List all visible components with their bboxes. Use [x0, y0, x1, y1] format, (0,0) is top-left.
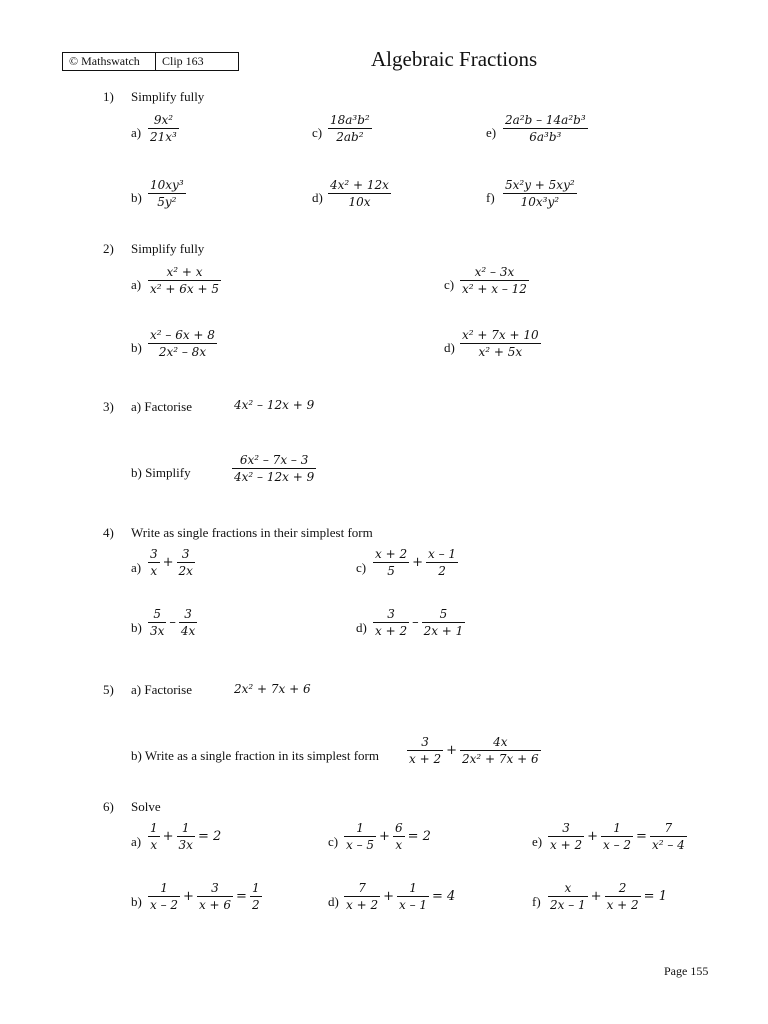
- page-number: Page 155: [664, 964, 709, 978]
- q2c-fraction: $\frac{\text{x² – 3x}}{\text{x² + x – 12}}$: [462, 265, 527, 296]
- q4d-label: d): [356, 620, 367, 635]
- q3a-expression: 4x² – 12x + 9: [234, 398, 315, 412]
- q6d-label: d): [328, 894, 339, 909]
- q1c-fraction: $\frac{\text{18a³b²}}{\text{2ab²}}$: [330, 113, 370, 144]
- q5b-expression: $\frac{3}{x + 2}$ + $\frac{4x}{\text{2x² + 7x + 6}}$: [409, 735, 539, 766]
- q1c-label: c): [312, 125, 323, 140]
- q6c-equation: $\frac{1}{x - 5}$ + $\frac{6}{x}$ = 2: [346, 821, 431, 852]
- q4-number: 4): [103, 525, 114, 540]
- q3b-label: b) Simplify: [131, 465, 191, 480]
- q5a-label: a) Factorise: [131, 682, 193, 697]
- q1-instruction: Simplify fully: [131, 89, 205, 104]
- header-box: [62, 52, 239, 71]
- q6a-label: a): [131, 834, 142, 849]
- q6d-equation: $\frac{7}{x + 2}$ + $\frac{1}{x - 1}$ = 4: [346, 881, 456, 912]
- clip-label: Clip 163: [162, 54, 204, 68]
- q6b-label: b): [131, 894, 142, 909]
- q4a-expression: $\frac{3}{x}$ + $\frac{3}{2x}$: [150, 547, 193, 578]
- q3-number: 3): [103, 399, 114, 414]
- q3a-label: a) Factorise: [131, 399, 193, 414]
- q2d-label: d): [444, 340, 455, 355]
- q6e-label: e): [532, 834, 543, 849]
- q1a-label: a): [131, 125, 142, 140]
- q1f-label: f): [486, 190, 495, 205]
- q2a-label: a): [131, 277, 142, 292]
- q4c-expression: $\frac{x + 2}{5}$ + $\frac{x - 1}{2}$: [375, 547, 457, 578]
- q2-number: 2): [103, 241, 114, 256]
- q2c-label: c): [444, 277, 455, 292]
- q6f-equation: $\frac{x}{2x - 1}$ + $\frac{2}{x + 2}$ = 1: [550, 881, 667, 912]
- q4c-label: c): [356, 560, 367, 575]
- q4a-label: a): [131, 560, 142, 575]
- brand-label: © Mathswatch: [63, 53, 156, 70]
- q4b-label: b): [131, 620, 142, 635]
- q1b-fraction: $\frac{\text{10xy³}}{\text{5y²}}$: [150, 178, 184, 209]
- q1e-label: e): [486, 125, 497, 140]
- q5-number: 5): [103, 682, 114, 697]
- q2b-fraction: $\frac{\text{x² – 6x + 8}}{\text{2x² – 8x}}$: [150, 328, 215, 359]
- q6e-equation: $\frac{3}{x + 2}$ + $\frac{1}{x - 2}$ = $\frac{7}{\text{x² – 4}}$: [550, 821, 685, 852]
- q3b-fraction: $\frac{\text{6x² – 7x – 3}}{\text{4x² – 12x + 9}}$: [234, 453, 315, 484]
- q1a-fraction: $\frac{\text{9x²}}{\text{21x³}}$: [150, 113, 177, 144]
- q2b-label: b): [131, 340, 142, 355]
- q1f-fraction: $\frac{\text{5x²y + 5xy²}}{\text{10x³y²}}$: [505, 178, 575, 209]
- q4b-expression: $\frac{5}{3x}$ – $\frac{3}{4x}$: [150, 607, 196, 638]
- q2-instruction: Simplify fully: [131, 241, 205, 256]
- q6-instruction: Solve: [131, 799, 161, 814]
- q6-number: 6): [103, 799, 114, 814]
- q1-number: 1): [103, 89, 114, 104]
- q1e-fraction: $\frac{\text{2a²b – 14a²b³}}{\text{6a³b³}}$: [505, 113, 586, 144]
- q1d-fraction: $\frac{\text{4x² + 12x}}{10x}$: [330, 178, 389, 209]
- q1d-label: d): [312, 190, 323, 205]
- q6b-equation: $\frac{1}{x - 2}$ + $\frac{3}{x + 6}$ = $\frac{1}{2}$: [150, 881, 260, 912]
- q5a-expression: 2x² + 7x + 6: [234, 682, 311, 696]
- q6a-equation: $\frac{1}{x}$ + $\frac{1}{3x}$ = 2: [150, 821, 222, 852]
- q2a-fraction: $\frac{\text{x² + x}}{\text{x² + 6x + 5}}$: [150, 265, 219, 296]
- q2d-fraction: $\frac{\text{x² + 7x + 10}}{\text{x² + 5x}}$: [462, 328, 539, 359]
- page-title: Algebraic Fractions: [371, 47, 538, 71]
- q6f-label: f): [532, 894, 541, 909]
- q1b-label: b): [131, 190, 142, 205]
- q6c-label: c): [328, 834, 339, 849]
- q4-instruction: Write as single fractions in their simplest form: [131, 525, 373, 540]
- q5b-label: b) Write as a single fraction in its simplest form: [131, 748, 379, 763]
- q4d-expression: $\frac{3}{x + 2}$ – $\frac{5}{2x + 1}$: [375, 607, 464, 638]
